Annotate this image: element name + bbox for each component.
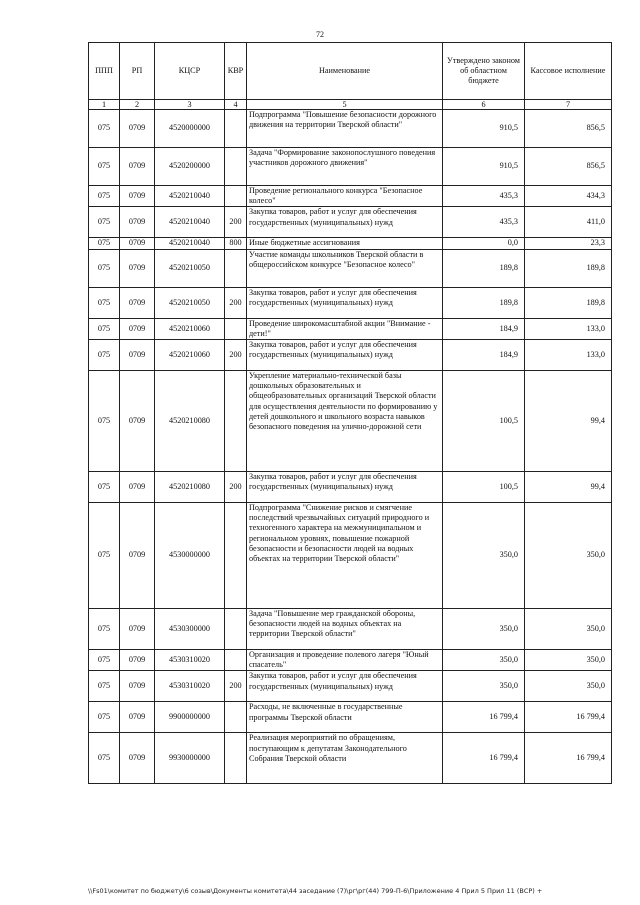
cell-executed: 189,8 — [525, 287, 612, 318]
cell-approved: 16 799,4 — [443, 702, 525, 733]
table-row — [89, 318, 612, 339]
cell-rp: 0709 — [120, 249, 155, 287]
table-row — [89, 110, 612, 148]
cell-kvr — [225, 148, 247, 186]
table-row — [89, 238, 612, 249]
cell-kcsr: 9900000000 — [155, 702, 225, 733]
cell-rp: 0709 — [120, 186, 155, 207]
cell-approved: 910,5 — [443, 148, 525, 186]
cell-rp: 0709 — [120, 238, 155, 249]
table-row — [89, 650, 612, 671]
cell-rp: 0709 — [120, 650, 155, 671]
cell-rp: 0709 — [120, 287, 155, 318]
cell-approved: 16 799,4 — [443, 733, 525, 784]
cell-approved: 189,8 — [443, 287, 525, 318]
cell-kcsr: 4520210080 — [155, 472, 225, 503]
table-row — [89, 472, 612, 503]
table-row — [89, 609, 612, 650]
cell-kcsr: 4520210040 — [155, 238, 225, 249]
cell-ppp: 075 — [89, 702, 120, 733]
cell-kvr: 200 — [225, 340, 247, 371]
cell-approved: 189,8 — [443, 249, 525, 287]
table-row — [89, 503, 612, 609]
cell-executed: 133,0 — [525, 318, 612, 339]
cell-rp: 0709 — [120, 340, 155, 371]
cell-rp: 0709 — [120, 702, 155, 733]
cell-rp: 0709 — [120, 371, 155, 472]
column-index-row — [89, 100, 612, 110]
cell-kvr — [225, 733, 247, 784]
cell-ppp: 075 — [89, 733, 120, 784]
cell-kvr: 200 — [225, 671, 247, 702]
cell-approved: 350,0 — [443, 671, 525, 702]
cell-kvr — [225, 371, 247, 472]
cell-ppp: 075 — [89, 609, 120, 650]
header-approved: Утверждено законом об областном бюджете — [443, 43, 525, 100]
cell-approved: 184,9 — [443, 318, 525, 339]
header-rp: РП — [120, 43, 155, 100]
cell-ppp: 075 — [89, 318, 120, 339]
cell-kcsr: 4530000000 — [155, 503, 225, 609]
cell-name: Реализация мероприятий по обращениям, поступающим к депутатам Законодательного Собрания Тверской области — [247, 733, 443, 784]
cell-approved: 100,5 — [443, 371, 525, 472]
cell-ppp: 075 — [89, 207, 120, 238]
cell-ppp: 075 — [89, 148, 120, 186]
cell-rp: 0709 — [120, 207, 155, 238]
cell-kcsr: 4530310020 — [155, 650, 225, 671]
cell-approved: 435,3 — [443, 207, 525, 238]
cell-executed: 856,5 — [525, 148, 612, 186]
table-row — [89, 733, 612, 784]
header-ppp: ППП — [89, 43, 120, 100]
table-row — [89, 371, 612, 472]
cell-approved: 350,0 — [443, 503, 525, 609]
cell-ppp: 075 — [89, 671, 120, 702]
cell-name: Укрепление материально-технической базы дошкольных образовательных и общеобразовательных организаций Тверской области для осуществления деятельности по формированию у детей дошкольного и школьного возраста навыков безопасного поведения на улично-дорожной сети — [247, 371, 443, 472]
cell-kcsr: 4530300000 — [155, 609, 225, 650]
cell-executed: 350,0 — [525, 503, 612, 609]
cell-approved: 910,5 — [443, 110, 525, 148]
cell-ppp: 075 — [89, 186, 120, 207]
page-number: 72 — [316, 30, 324, 39]
cell-executed: 350,0 — [525, 671, 612, 702]
cell-kcsr: 4520210040 — [155, 186, 225, 207]
cell-kvr — [225, 650, 247, 671]
cell-kcsr: 4530310020 — [155, 671, 225, 702]
column-index: 6 — [443, 100, 525, 110]
column-index: 2 — [120, 100, 155, 110]
cell-kcsr: 4520200000 — [155, 148, 225, 186]
cell-name: Закупка товаров, работ и услуг для обеспечения государственных (муниципальных) нужд — [247, 207, 443, 238]
cell-executed: 434,3 — [525, 186, 612, 207]
table-row — [89, 671, 612, 702]
cell-executed: 189,8 — [525, 249, 612, 287]
cell-kcsr: 4520210060 — [155, 340, 225, 371]
table-row — [89, 207, 612, 238]
cell-kvr — [225, 609, 247, 650]
cell-kvr: 200 — [225, 472, 247, 503]
cell-executed: 16 799,4 — [525, 733, 612, 784]
cell-executed: 411,0 — [525, 207, 612, 238]
table-row — [89, 287, 612, 318]
cell-kcsr: 9930000000 — [155, 733, 225, 784]
cell-ppp: 075 — [89, 287, 120, 318]
cell-kvr: 200 — [225, 287, 247, 318]
column-index: 5 — [247, 100, 443, 110]
column-index: 3 — [155, 100, 225, 110]
cell-name: Проведение широкомасштабной акции "Внимание - дети!" — [247, 318, 443, 339]
cell-executed: 99,4 — [525, 371, 612, 472]
cell-kcsr: 4520210060 — [155, 318, 225, 339]
cell-ppp: 075 — [89, 371, 120, 472]
table-row — [89, 186, 612, 207]
cell-approved: 435,3 — [443, 186, 525, 207]
cell-ppp: 075 — [89, 472, 120, 503]
table-row — [89, 702, 612, 733]
cell-kvr: 200 — [225, 207, 247, 238]
cell-kvr — [225, 503, 247, 609]
cell-approved: 0,0 — [443, 238, 525, 249]
cell-rp: 0709 — [120, 671, 155, 702]
cell-ppp: 075 — [89, 650, 120, 671]
cell-ppp: 075 — [89, 110, 120, 148]
cell-kvr — [225, 249, 247, 287]
cell-executed: 133,0 — [525, 340, 612, 371]
cell-executed: 350,0 — [525, 650, 612, 671]
cell-approved: 184,9 — [443, 340, 525, 371]
cell-rp: 0709 — [120, 472, 155, 503]
header-row — [89, 43, 612, 100]
cell-name: Закупка товаров, работ и услуг для обеспечения государственных (муниципальных) нужд — [247, 472, 443, 503]
header-kvr: КВР — [225, 43, 247, 100]
cell-name: Закупка товаров, работ и услуг для обеспечения государственных (муниципальных) нужд — [247, 671, 443, 702]
cell-rp: 0709 — [120, 733, 155, 784]
cell-ppp: 075 — [89, 503, 120, 609]
cell-executed: 16 799,4 — [525, 702, 612, 733]
cell-kvr — [225, 318, 247, 339]
budget-table — [88, 42, 612, 784]
cell-executed: 856,5 — [525, 110, 612, 148]
cell-name: Расходы, не включенные в государственные программы Тверской области — [247, 702, 443, 733]
cell-kvr — [225, 702, 247, 733]
cell-kcsr: 4520210050 — [155, 249, 225, 287]
cell-executed: 350,0 — [525, 609, 612, 650]
column-index: 4 — [225, 100, 247, 110]
table-row — [89, 249, 612, 287]
cell-name: Закупка товаров, работ и услуг для обеспечения государственных (муниципальных) нужд — [247, 340, 443, 371]
cell-name: Проведение регионального конкурса "Безопасное колесо" — [247, 186, 443, 207]
cell-kcsr: 4520210080 — [155, 371, 225, 472]
table-row — [89, 148, 612, 186]
file-path-footer: \\Fs01\комитет по бюджету\6 созыв\Документы комитета\44 заседание (7)\рг\рг(44) 799-П-6\Приложение 4 Прил 5 Прил 11 (ВСР) + — [88, 887, 543, 895]
cell-executed: 23,3 — [525, 238, 612, 249]
cell-name: Задача "Формирование законопослушного поведения участников дорожного движения" — [247, 148, 443, 186]
cell-kcsr: 4520210050 — [155, 287, 225, 318]
cell-executed: 99,4 — [525, 472, 612, 503]
cell-rp: 0709 — [120, 110, 155, 148]
cell-rp: 0709 — [120, 609, 155, 650]
table-row — [89, 340, 612, 371]
cell-kcsr: 4520000000 — [155, 110, 225, 148]
cell-rp: 0709 — [120, 503, 155, 609]
cell-name: Задача "Повышение мер гражданской обороны, безопасности людей на водных объектах на территории Тверской области" — [247, 609, 443, 650]
cell-ppp: 075 — [89, 238, 120, 249]
cell-name: Закупка товаров, работ и услуг для обеспечения государственных (муниципальных) нужд — [247, 287, 443, 318]
cell-approved: 100,5 — [443, 472, 525, 503]
column-index: 1 — [89, 100, 120, 110]
cell-name: Подпрограмма "Повышение безопасности дорожного движения на территории Тверской области" — [247, 110, 443, 148]
cell-name: Участие команды школьников Тверской области в общероссийском конкурсе "Безопасное колесо" — [247, 249, 443, 287]
cell-kcsr: 4520210040 — [155, 207, 225, 238]
header-kcsr: КЦСР — [155, 43, 225, 100]
cell-kvr: 800 — [225, 238, 247, 249]
cell-ppp: 075 — [89, 340, 120, 371]
cell-approved: 350,0 — [443, 650, 525, 671]
header-executed: Кассовое исполнение — [525, 43, 612, 100]
cell-name: Иные бюджетные ассигнования — [247, 238, 443, 249]
cell-kvr — [225, 186, 247, 207]
cell-approved: 350,0 — [443, 609, 525, 650]
column-index: 7 — [525, 100, 612, 110]
cell-kvr — [225, 110, 247, 148]
cell-rp: 0709 — [120, 318, 155, 339]
cell-name: Организация и проведение полевого лагеря "Юный спасатель" — [247, 650, 443, 671]
cell-name: Подпрограмма "Снижение рисков и смягчение последствий чрезвычайных ситуаций природного и техногенного характера на межмуниципальном и региональном уровнях, повышение пожарной безопасности и безопасности людей на водных объектах на территории Тверской области" — [247, 503, 443, 609]
cell-ppp: 075 — [89, 249, 120, 287]
header-name: Наименование — [247, 43, 443, 100]
cell-rp: 0709 — [120, 148, 155, 186]
